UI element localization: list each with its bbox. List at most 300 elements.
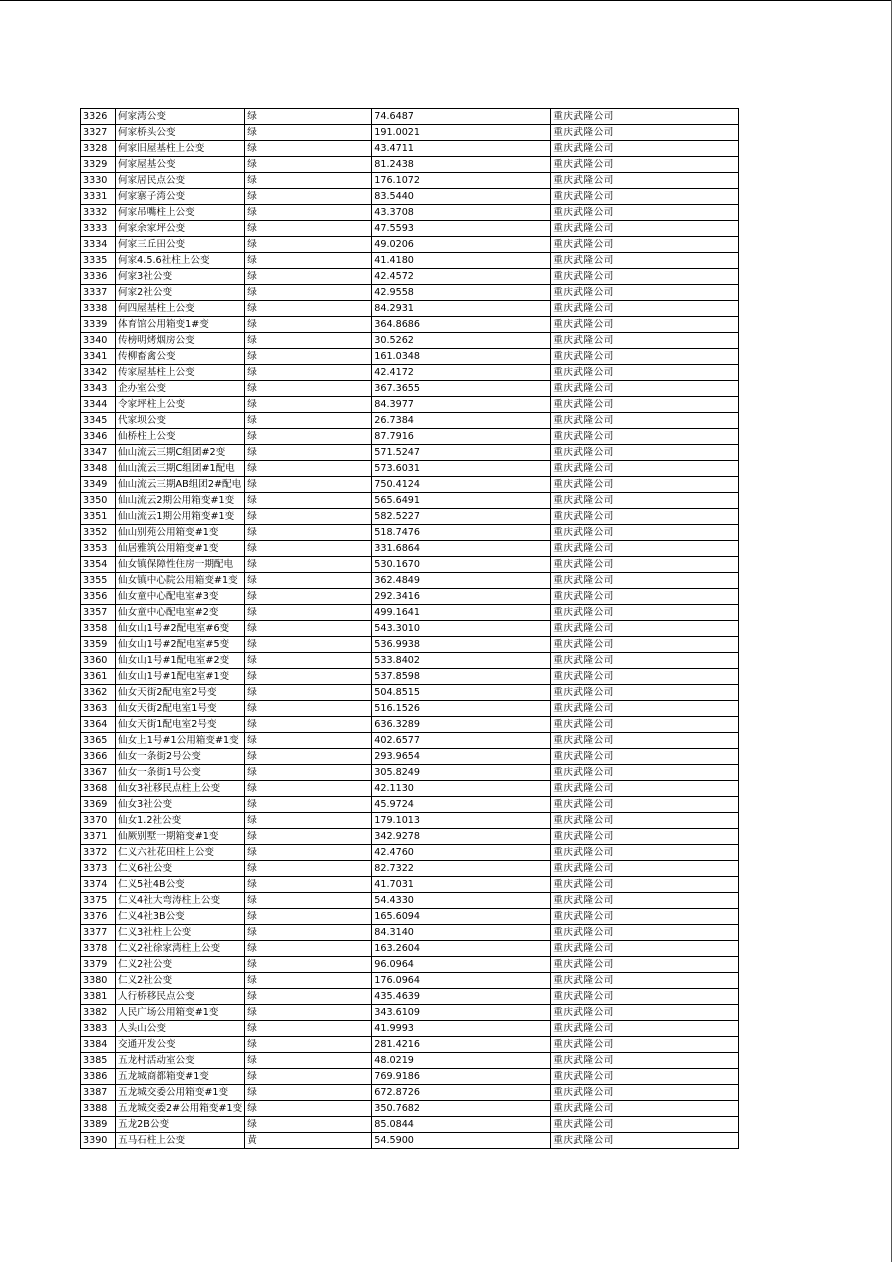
company-cell: 重庆武隆公司 (551, 509, 739, 525)
value-cell: 533.8402 (372, 653, 551, 669)
row-number-cell: 3336 (81, 269, 116, 285)
table-row (81, 333, 739, 349)
station-name-cell: 仙女镇保障性住房一期配电 (116, 557, 245, 573)
station-name-cell: 仙山流云三期AB组团2#配电 (116, 477, 245, 493)
row-number-cell: 3355 (81, 573, 116, 589)
station-name-cell: 仁义六社花田柱上公变 (116, 845, 245, 861)
station-name-cell: 何家2社公变 (116, 285, 245, 301)
row-number-cell: 3338 (81, 301, 116, 317)
row-number-cell: 3388 (81, 1101, 116, 1117)
row-number-cell: 3332 (81, 205, 116, 221)
company-cell: 重庆武隆公司 (551, 1005, 739, 1021)
row-number-cell: 3380 (81, 973, 116, 989)
status-cell: 绿 (245, 1005, 372, 1021)
status-cell: 绿 (245, 1117, 372, 1133)
status-cell: 绿 (245, 317, 372, 333)
station-name-cell: 仙女天街2配电室1号变 (116, 701, 245, 717)
row-number-cell: 3371 (81, 829, 116, 845)
value-cell: 750.4124 (372, 477, 551, 493)
station-name-cell: 仁义2社公变 (116, 957, 245, 973)
value-cell: 41.4180 (372, 253, 551, 269)
company-cell: 重庆武隆公司 (551, 717, 739, 733)
status-cell: 绿 (245, 861, 372, 877)
station-name-cell: 仙女山1号#2配电室#5变 (116, 637, 245, 653)
station-name-cell: 仙女上1号#1公用箱变#1变 (116, 733, 245, 749)
company-cell: 重庆武隆公司 (551, 413, 739, 429)
row-number-cell: 3351 (81, 509, 116, 525)
table-row (81, 669, 739, 685)
row-number-cell: 3383 (81, 1021, 116, 1037)
status-cell: 绿 (245, 157, 372, 173)
status-cell: 绿 (245, 381, 372, 397)
status-cell: 绿 (245, 941, 372, 957)
table-row (81, 365, 739, 381)
company-cell: 重庆武隆公司 (551, 621, 739, 637)
status-cell: 绿 (245, 221, 372, 237)
company-cell: 重庆武隆公司 (551, 253, 739, 269)
company-cell: 重庆武隆公司 (551, 893, 739, 909)
station-name-cell: 传柳畜禽公变 (116, 349, 245, 365)
status-cell: 绿 (245, 445, 372, 461)
value-cell: 350.7682 (372, 1101, 551, 1117)
row-number-cell: 3385 (81, 1053, 116, 1069)
station-name-cell: 企办室公变 (116, 381, 245, 397)
value-cell: 636.3289 (372, 717, 551, 733)
company-cell: 重庆武隆公司 (551, 781, 739, 797)
station-name-cell: 仙女一条街2号公变 (116, 749, 245, 765)
company-cell: 重庆武隆公司 (551, 317, 739, 333)
company-cell: 重庆武隆公司 (551, 1021, 739, 1037)
company-cell: 重庆武隆公司 (551, 989, 739, 1005)
data-table (80, 108, 739, 1149)
company-cell: 重庆武隆公司 (551, 189, 739, 205)
status-cell: 绿 (245, 253, 372, 269)
row-number-cell: 3390 (81, 1133, 116, 1149)
company-cell: 重庆武隆公司 (551, 861, 739, 877)
table-row (81, 237, 739, 253)
row-number-cell: 3360 (81, 653, 116, 669)
value-cell: 87.7916 (372, 429, 551, 445)
status-cell: 黄 (245, 1133, 372, 1149)
table-row (81, 1005, 739, 1021)
value-cell: 42.4572 (372, 269, 551, 285)
station-name-cell: 何家桥头公变 (116, 125, 245, 141)
table-row (81, 397, 739, 413)
table-row (81, 861, 739, 877)
row-number-cell: 3356 (81, 589, 116, 605)
table-row (81, 141, 739, 157)
value-cell: 83.5440 (372, 189, 551, 205)
row-number-cell: 3389 (81, 1117, 116, 1133)
company-cell: 重庆武隆公司 (551, 829, 739, 845)
company-cell: 重庆武隆公司 (551, 493, 739, 509)
station-name-cell: 传家屋基柱上公变 (116, 365, 245, 381)
value-cell: 504.8515 (372, 685, 551, 701)
table-row (81, 1053, 739, 1069)
table-row (81, 685, 739, 701)
station-name-cell: 仙女镇中心院公用箱变#1变 (116, 573, 245, 589)
value-cell: 54.5900 (372, 1133, 551, 1149)
table-row (81, 893, 739, 909)
row-number-cell: 3368 (81, 781, 116, 797)
status-cell: 绿 (245, 589, 372, 605)
company-cell: 重庆武隆公司 (551, 685, 739, 701)
station-name-cell: 仁义2社公变 (116, 973, 245, 989)
value-cell: 537.8598 (372, 669, 551, 685)
company-cell: 重庆武隆公司 (551, 589, 739, 605)
value-cell: 81.2438 (372, 157, 551, 173)
station-name-cell: 仙厥别墅一期箱变#1变 (116, 829, 245, 845)
station-name-cell: 仙山流云2期公用箱变#1变 (116, 493, 245, 509)
value-cell: 82.7322 (372, 861, 551, 877)
value-cell: 530.1670 (372, 557, 551, 573)
station-name-cell: 代家坝公变 (116, 413, 245, 429)
status-cell: 绿 (245, 141, 372, 157)
table-row (81, 765, 739, 781)
station-name-cell: 仁义4社3B公变 (116, 909, 245, 925)
table-row (81, 109, 739, 125)
table-row (81, 557, 739, 573)
table-row (81, 477, 739, 493)
status-cell: 绿 (245, 269, 372, 285)
status-cell: 绿 (245, 765, 372, 781)
company-cell: 重庆武隆公司 (551, 845, 739, 861)
row-number-cell: 3352 (81, 525, 116, 541)
table-row (81, 269, 739, 285)
table-row (81, 877, 739, 893)
station-name-cell: 何家三丘田公变 (116, 237, 245, 253)
company-cell: 重庆武隆公司 (551, 173, 739, 189)
row-number-cell: 3345 (81, 413, 116, 429)
row-number-cell: 3359 (81, 637, 116, 653)
station-name-cell: 人民广场公用箱变#1变 (116, 1005, 245, 1021)
table-row (81, 573, 739, 589)
station-name-cell: 体育馆公用箱变1#变 (116, 317, 245, 333)
company-cell: 重庆武隆公司 (551, 1085, 739, 1101)
station-name-cell: 仙女3社移民点柱上公变 (116, 781, 245, 797)
table-row (81, 189, 739, 205)
station-name-cell: 五龙村活动室公变 (116, 1053, 245, 1069)
value-cell: 49.0206 (372, 237, 551, 253)
table-row (81, 989, 739, 1005)
status-cell: 绿 (245, 413, 372, 429)
station-name-cell: 仙女童中心配电室#3变 (116, 589, 245, 605)
station-name-cell: 五马石柱上公变 (116, 1133, 245, 1149)
table-row (81, 909, 739, 925)
station-name-cell: 人头山公变 (116, 1021, 245, 1037)
table-row (81, 845, 739, 861)
status-cell: 绿 (245, 781, 372, 797)
status-cell: 绿 (245, 685, 372, 701)
status-cell: 绿 (245, 125, 372, 141)
station-name-cell: 仁义2社徐家湾柱上公变 (116, 941, 245, 957)
company-cell: 重庆武隆公司 (551, 653, 739, 669)
row-number-cell: 3374 (81, 877, 116, 893)
value-cell: 536.9938 (372, 637, 551, 653)
row-number-cell: 3387 (81, 1085, 116, 1101)
value-cell: 85.0844 (372, 1117, 551, 1133)
company-cell: 重庆武隆公司 (551, 733, 739, 749)
status-cell: 绿 (245, 989, 372, 1005)
row-number-cell: 3370 (81, 813, 116, 829)
company-cell: 重庆武隆公司 (551, 797, 739, 813)
station-name-cell: 仙女天街2配电室2号变 (116, 685, 245, 701)
status-cell: 绿 (245, 637, 372, 653)
company-cell: 重庆武隆公司 (551, 301, 739, 317)
status-cell: 绿 (245, 797, 372, 813)
station-name-cell: 五龙城商都箱变#1变 (116, 1069, 245, 1085)
row-number-cell: 3349 (81, 477, 116, 493)
page-top-rule (0, 0, 892, 1)
status-cell: 绿 (245, 109, 372, 125)
row-number-cell: 3348 (81, 461, 116, 477)
status-cell: 绿 (245, 205, 372, 221)
row-number-cell: 3330 (81, 173, 116, 189)
status-cell: 绿 (245, 701, 372, 717)
table-row (81, 589, 739, 605)
value-cell: 499.1641 (372, 605, 551, 621)
station-name-cell: 仙山流云1期公用箱变#1变 (116, 509, 245, 525)
table-row (81, 781, 739, 797)
row-number-cell: 3343 (81, 381, 116, 397)
table-row (81, 941, 739, 957)
company-cell: 重庆武隆公司 (551, 333, 739, 349)
table-row (81, 701, 739, 717)
value-cell: 45.9724 (372, 797, 551, 813)
value-cell: 163.2604 (372, 941, 551, 957)
row-number-cell: 3333 (81, 221, 116, 237)
station-name-cell: 何家3社公变 (116, 269, 245, 285)
table-row (81, 317, 739, 333)
status-cell: 绿 (245, 509, 372, 525)
status-cell: 绿 (245, 429, 372, 445)
row-number-cell: 3378 (81, 941, 116, 957)
table-row (81, 1085, 739, 1101)
row-number-cell: 3357 (81, 605, 116, 621)
station-name-cell: 传榜明烤烟房公变 (116, 333, 245, 349)
table-row (81, 493, 739, 509)
company-cell: 重庆武隆公司 (551, 269, 739, 285)
company-cell: 重庆武隆公司 (551, 541, 739, 557)
table-row (81, 125, 739, 141)
value-cell: 165.6094 (372, 909, 551, 925)
row-number-cell: 3344 (81, 397, 116, 413)
station-name-cell: 仙女3社公变 (116, 797, 245, 813)
row-number-cell: 3365 (81, 733, 116, 749)
table-row (81, 637, 739, 653)
row-number-cell: 3341 (81, 349, 116, 365)
value-cell: 672.8726 (372, 1085, 551, 1101)
company-cell: 重庆武隆公司 (551, 525, 739, 541)
status-cell: 绿 (245, 333, 372, 349)
company-cell: 重庆武隆公司 (551, 205, 739, 221)
value-cell: 343.6109 (372, 1005, 551, 1021)
row-number-cell: 3382 (81, 1005, 116, 1021)
table-row (81, 621, 739, 637)
row-number-cell: 3384 (81, 1037, 116, 1053)
table-row (81, 973, 739, 989)
table-row (81, 717, 739, 733)
row-number-cell: 3329 (81, 157, 116, 173)
status-cell: 绿 (245, 669, 372, 685)
table-row (81, 541, 739, 557)
station-name-cell: 仁义5社4B公变 (116, 877, 245, 893)
status-cell: 绿 (245, 1101, 372, 1117)
row-number-cell: 3379 (81, 957, 116, 973)
company-cell: 重庆武隆公司 (551, 157, 739, 173)
station-name-cell: 仙女一条街1号公变 (116, 765, 245, 781)
company-cell: 重庆武隆公司 (551, 1053, 739, 1069)
status-cell: 绿 (245, 1021, 372, 1037)
table-row (81, 1101, 739, 1117)
status-cell: 绿 (245, 1085, 372, 1101)
status-cell: 绿 (245, 749, 372, 765)
value-cell: 565.6491 (372, 493, 551, 509)
status-cell: 绿 (245, 525, 372, 541)
station-name-cell: 何家旧屋基柱上公变 (116, 141, 245, 157)
row-number-cell: 3367 (81, 765, 116, 781)
company-cell: 重庆武隆公司 (551, 1037, 739, 1053)
table-row (81, 381, 739, 397)
status-cell: 绿 (245, 973, 372, 989)
value-cell: 331.6864 (372, 541, 551, 557)
value-cell: 30.5262 (372, 333, 551, 349)
station-name-cell: 何家吊嘴柱上公变 (116, 205, 245, 221)
status-cell: 绿 (245, 1053, 372, 1069)
value-cell: 402.6577 (372, 733, 551, 749)
status-cell: 绿 (245, 301, 372, 317)
value-cell: 293.9654 (372, 749, 551, 765)
company-cell: 重庆武隆公司 (551, 573, 739, 589)
status-cell: 绿 (245, 653, 372, 669)
row-number-cell: 3342 (81, 365, 116, 381)
company-cell: 重庆武隆公司 (551, 941, 739, 957)
status-cell: 绿 (245, 285, 372, 301)
status-cell: 绿 (245, 189, 372, 205)
value-cell: 305.8249 (372, 765, 551, 781)
table-row (81, 301, 739, 317)
value-cell: 26.7384 (372, 413, 551, 429)
company-cell: 重庆武隆公司 (551, 877, 739, 893)
status-cell: 绿 (245, 909, 372, 925)
station-name-cell: 仁义3社柱上公变 (116, 925, 245, 941)
value-cell: 84.3140 (372, 925, 551, 941)
status-cell: 绿 (245, 173, 372, 189)
value-cell: 47.5593 (372, 221, 551, 237)
table-row (81, 285, 739, 301)
value-cell: 96.0964 (372, 957, 551, 973)
company-cell: 重庆武隆公司 (551, 973, 739, 989)
value-cell: 342.9278 (372, 829, 551, 845)
row-number-cell: 3369 (81, 797, 116, 813)
station-name-cell: 仙桥柱上公变 (116, 429, 245, 445)
value-cell: 179.1013 (372, 813, 551, 829)
station-name-cell: 何家屋基公变 (116, 157, 245, 173)
value-cell: 48.0219 (372, 1053, 551, 1069)
table-row (81, 733, 739, 749)
company-cell: 重庆武隆公司 (551, 365, 739, 381)
row-number-cell: 3326 (81, 109, 116, 125)
table-row (81, 525, 739, 541)
company-cell: 重庆武隆公司 (551, 669, 739, 685)
value-cell: 191.0021 (372, 125, 551, 141)
value-cell: 543.3010 (372, 621, 551, 637)
row-number-cell: 3377 (81, 925, 116, 941)
table-row (81, 957, 739, 973)
company-cell: 重庆武隆公司 (551, 909, 739, 925)
row-number-cell: 3358 (81, 621, 116, 637)
status-cell: 绿 (245, 621, 372, 637)
table-row (81, 749, 739, 765)
status-cell: 绿 (245, 845, 372, 861)
table-row (81, 157, 739, 173)
status-cell: 绿 (245, 493, 372, 509)
status-cell: 绿 (245, 877, 372, 893)
value-cell: 42.9558 (372, 285, 551, 301)
row-number-cell: 3339 (81, 317, 116, 333)
row-number-cell: 3372 (81, 845, 116, 861)
table-row (81, 253, 739, 269)
company-cell: 重庆武隆公司 (551, 461, 739, 477)
value-cell: 43.4711 (372, 141, 551, 157)
station-name-cell: 仁义6社公变 (116, 861, 245, 877)
company-cell: 重庆武隆公司 (551, 1101, 739, 1117)
table-row (81, 1069, 739, 1085)
row-number-cell: 3354 (81, 557, 116, 573)
table-row (81, 1037, 739, 1053)
company-cell: 重庆武隆公司 (551, 1133, 739, 1149)
company-cell: 重庆武隆公司 (551, 925, 739, 941)
status-cell: 绿 (245, 237, 372, 253)
company-cell: 重庆武隆公司 (551, 285, 739, 301)
station-name-cell: 仙女天街1配电室2号变 (116, 717, 245, 733)
status-cell: 绿 (245, 733, 372, 749)
company-cell: 重庆武隆公司 (551, 141, 739, 157)
status-cell: 绿 (245, 349, 372, 365)
company-cell: 重庆武隆公司 (551, 749, 739, 765)
station-name-cell: 人行桥移民点公变 (116, 989, 245, 1005)
value-cell: 42.4760 (372, 845, 551, 861)
row-number-cell: 3334 (81, 237, 116, 253)
value-cell: 42.1130 (372, 781, 551, 797)
row-number-cell: 3366 (81, 749, 116, 765)
status-cell: 绿 (245, 477, 372, 493)
company-cell: 重庆武隆公司 (551, 125, 739, 141)
company-cell: 重庆武隆公司 (551, 1117, 739, 1133)
company-cell: 重庆武隆公司 (551, 701, 739, 717)
status-cell: 绿 (245, 397, 372, 413)
table-row (81, 509, 739, 525)
station-name-cell: 何家余家坪公变 (116, 221, 245, 237)
station-name-cell: 五龙2B公变 (116, 1117, 245, 1133)
status-cell: 绿 (245, 1069, 372, 1085)
company-cell: 重庆武隆公司 (551, 445, 739, 461)
row-number-cell: 3347 (81, 445, 116, 461)
company-cell: 重庆武隆公司 (551, 381, 739, 397)
company-cell: 重庆武隆公司 (551, 397, 739, 413)
station-name-cell: 五龙城交委2#公用箱变#1变 (116, 1101, 245, 1117)
status-cell: 绿 (245, 1037, 372, 1053)
table-row (81, 205, 739, 221)
table-row (81, 653, 739, 669)
station-name-cell: 交通开发公变 (116, 1037, 245, 1053)
value-cell: 364.8686 (372, 317, 551, 333)
status-cell: 绿 (245, 717, 372, 733)
value-cell: 42.4172 (372, 365, 551, 381)
company-cell: 重庆武隆公司 (551, 605, 739, 621)
value-cell: 74.6487 (372, 109, 551, 125)
value-cell: 43.3708 (372, 205, 551, 221)
